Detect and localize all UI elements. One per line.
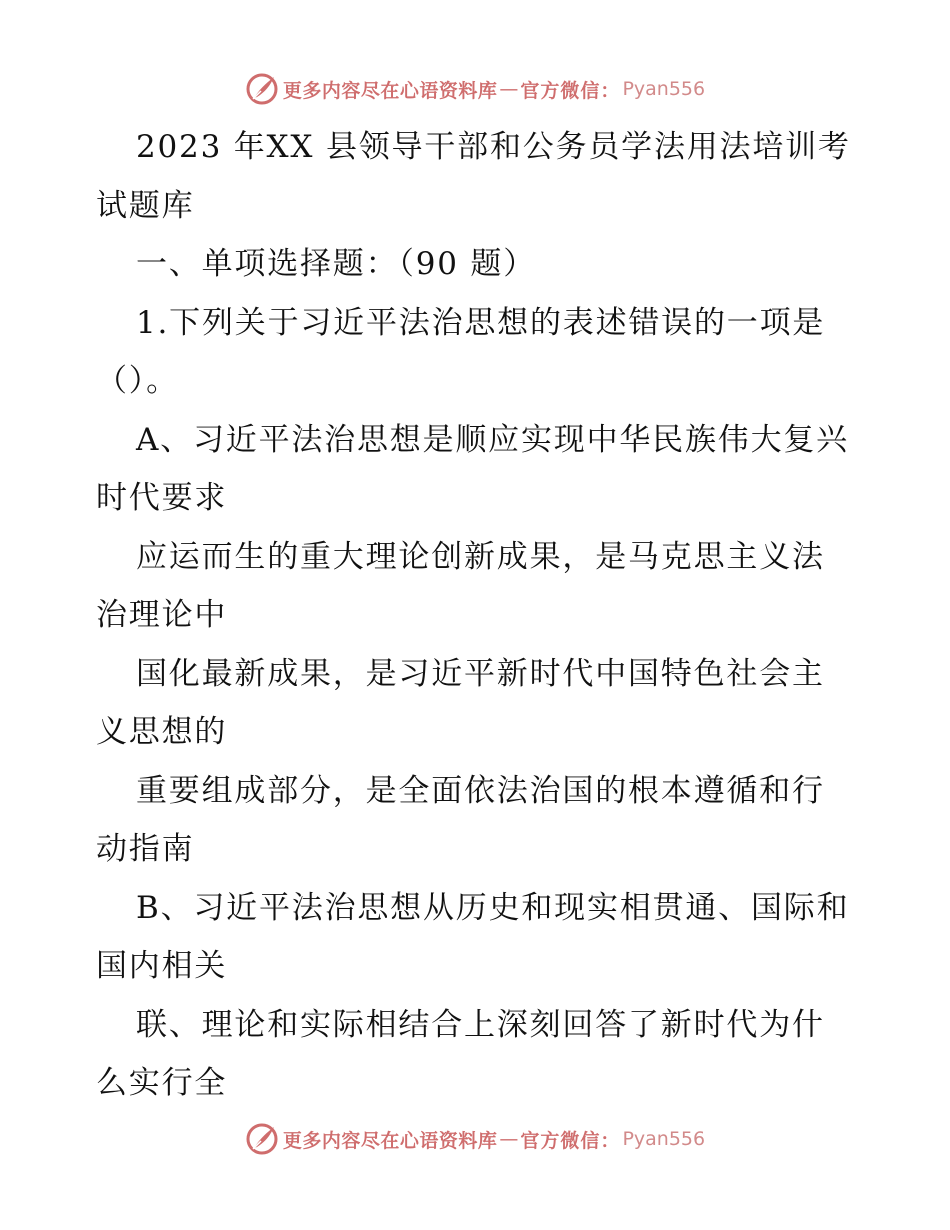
- watermark-separator: —: [499, 78, 519, 100]
- option-b-line-2: 联、理论和实际相结合上深刻回答了新时代为什么实行全: [96, 1006, 825, 1101]
- section-heading: 一、单项选择题：（90 题）: [136, 246, 536, 282]
- question-1: 1.下列关于习近平法治思想的表述错误的一项是（）。: [96, 304, 826, 399]
- watermark-wechat-id: Pyan556: [622, 78, 706, 100]
- option-a-line-3: 国化最新成果，是习近平新时代中国特色社会主义思想的: [96, 655, 825, 750]
- document-title: 2023 年XX 县领导干部和公务员学法用法培训考试题库: [96, 129, 851, 224]
- feather-pen-logo-icon: [245, 1122, 279, 1156]
- option-a-line-2: 应运而生的重大理论创新成果，是马克思主义法治理论中: [96, 538, 825, 633]
- footer-watermark: [0, 1122, 950, 1156]
- watermark-main-text: 更多内容尽在心语资料库: [282, 79, 498, 102]
- watermark-main-text: 更多内容尽在心语资料库: [282, 1129, 498, 1152]
- watermark-official-label: 官方微信：: [520, 79, 621, 102]
- watermark-wechat-id: Pyan556: [622, 1128, 706, 1150]
- feather-pen-logo-icon: [245, 72, 279, 106]
- watermark-separator: —: [499, 1128, 519, 1150]
- option-a-line-4: 重要组成部分，是全面依法治国的根本遵循和行动指南: [96, 772, 825, 867]
- watermark-official-label: 官方微信：: [520, 1129, 621, 1152]
- option-a-line-1: A、习近平法治思想是顺应实现中华民族伟大复兴时代要求: [96, 421, 849, 516]
- header-watermark: [0, 72, 950, 106]
- document-body: [96, 118, 856, 1113]
- option-b-line-1: B、习近平法治思想从历史和现实相贯通、国际和国内相关: [96, 889, 850, 984]
